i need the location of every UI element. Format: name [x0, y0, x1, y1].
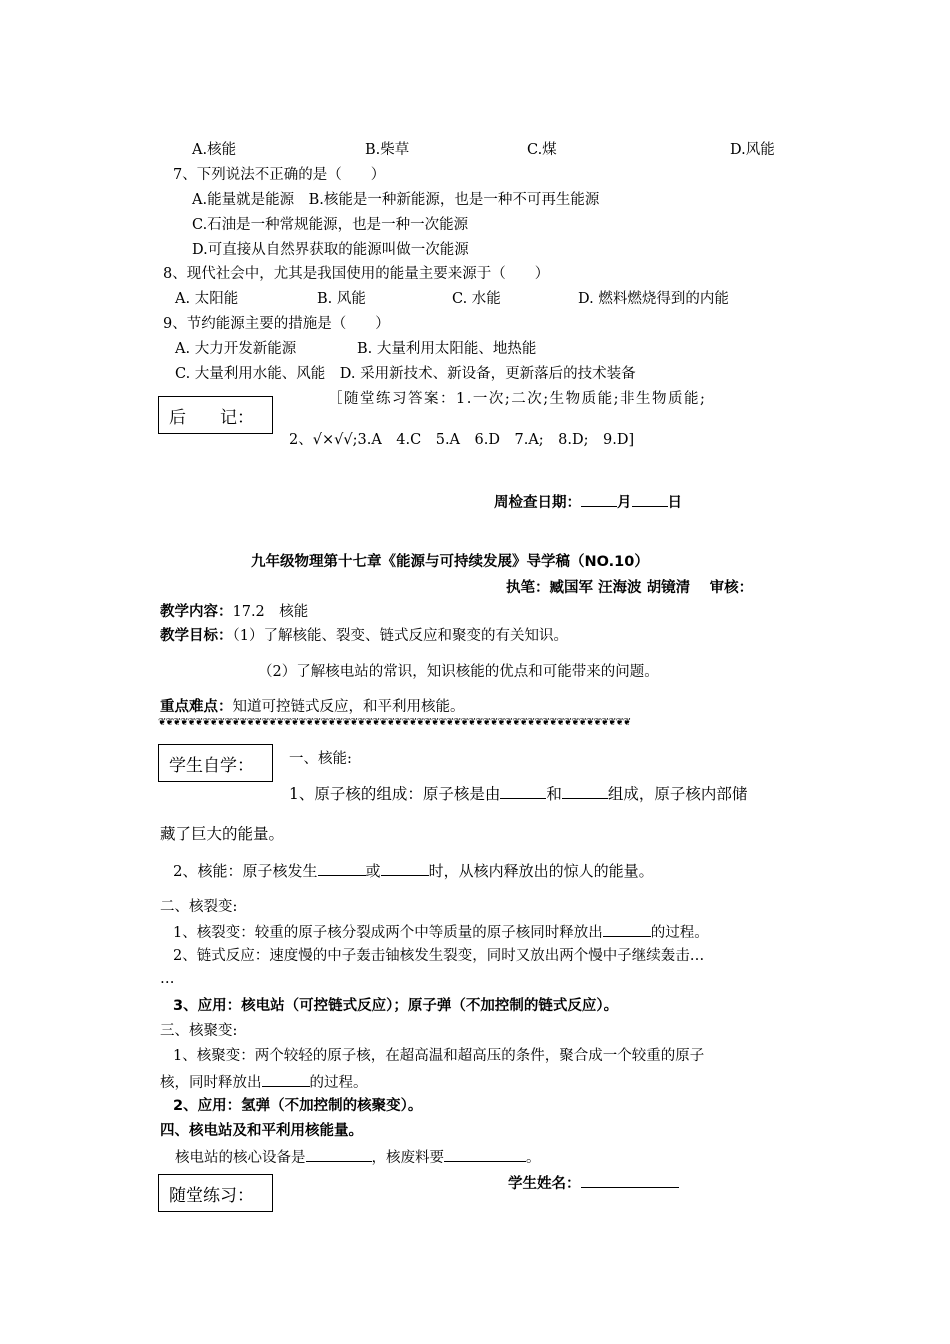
- teaching-content-label: 教学内容：: [160, 604, 233, 620]
- q9-options-line2: C. 大量利用水能、风能 D. 采用新技术、新设备，更新落后的技术装备: [175, 366, 636, 382]
- section1-item1-text-c: 组成，原子核内部储: [607, 785, 748, 803]
- q8-option-c: C. 水能: [452, 291, 501, 307]
- page-title: 九年级物理第十七章《能源与可持续发展》导学稿（NO.10）: [251, 554, 649, 570]
- q7-options-line3: D.可直接从自然界获取的能源叫做一次能源: [192, 242, 469, 258]
- q9-option-a: A. 大力开发新能源: [175, 341, 297, 357]
- weekly-check-day: 日: [667, 495, 682, 511]
- postscript-box: [158, 396, 273, 434]
- student-name: [508, 1173, 679, 1193]
- section2-item1-text-a: 1、核裂变：较重的原子核分裂成两个中等质量的原子核同时释放出: [173, 925, 603, 941]
- weekly-check-date: [494, 492, 682, 512]
- q8-option-b: B. 风能: [317, 291, 366, 307]
- answers-line2: 2、√×√√;3.A 4.C 5.A 6.D 7.A; 8.D; 9.D]: [289, 432, 635, 448]
- section4-item1: [175, 1147, 541, 1167]
- teaching-goals: [160, 627, 568, 645]
- section1-item1: [289, 784, 747, 803]
- q8-option-d: D. 燃料燃烧得到的内能: [578, 291, 729, 307]
- section2-item2-continued: …: [160, 971, 175, 987]
- teaching-content-value: 17.2 核能: [232, 604, 309, 620]
- decorative-divider: ❦❦❦❦❦❦❦❦❦❦❦❦❦❦❦❦❦❦❦❦❦❦❦❦❦❦❦❦❦❦❦❦❦❦❦❦❦❦❦❦❦❦❦❦❦❦❦❦❦❦❦❦❦❦❦❦❦❦❦❦❦❦❦❦: [158, 717, 631, 728]
- q8-option-a: A. 太阳能: [175, 291, 239, 307]
- self-study-box: [158, 744, 273, 782]
- section1-item2: [173, 861, 654, 880]
- section3-item2: 2、应用：氢弹（不加控制的核聚变）。: [173, 1098, 423, 1114]
- weekly-check-label: 周检查日期：: [494, 495, 581, 511]
- q8-stem: 8、现代社会中，尤其是我国使用的能量主要来源于（ ）: [163, 266, 550, 282]
- section2-item1-text-b: 的过程。: [650, 925, 709, 941]
- teaching-content: [160, 603, 308, 621]
- teaching-goal-2: （2）了解核电站的常识，知识核能的优点和可能带来的问题。: [258, 664, 659, 680]
- section2-heading: 二、核裂变:: [160, 899, 238, 915]
- section1-item1-text-b: 和: [546, 785, 562, 803]
- section3-item1-continued: [160, 1072, 368, 1092]
- q7-options-line1: A.能量就是能源 B.核能是一种新能源，也是一种不可再生能源: [192, 192, 600, 208]
- practice-label: 随堂练习：: [169, 1185, 254, 1206]
- section3-item1-text-b: 的过程。: [309, 1075, 368, 1091]
- q6-option-b: B.柴草: [365, 142, 410, 158]
- q9-stem: 9、节约能源主要的措施是（ ）: [163, 316, 390, 332]
- section2-item3: 3、应用：核电站（可控链式反应）；原子弹（不加控制的链式反应）。: [173, 998, 619, 1014]
- section4-item1-text-c: 。: [526, 1150, 541, 1166]
- q9-option-b: B. 大量利用太阳能、地热能: [357, 341, 537, 357]
- section1-item2-text-a: 2、核能：原子核发生: [173, 862, 318, 880]
- key-points-label: 重点难点：: [160, 699, 233, 715]
- q6-option-a: A.核能: [192, 142, 237, 158]
- answers-line1: ［随堂练习答案：1.一次;二次;生物质能;非生物质能;: [328, 391, 707, 407]
- section1-item1-text-a: 1、原子核的组成：原子核是由: [289, 785, 501, 803]
- section4-item1-text-a: 核电站的核心设备是: [175, 1150, 306, 1166]
- q6-option-c: C.煤: [527, 142, 557, 158]
- section3-item1: 1、核聚变：两个较轻的原子核，在超高温和超高压的条件，聚合成一个较重的原子: [173, 1048, 705, 1064]
- section1-heading: 一、核能:: [289, 751, 352, 767]
- section4-heading: 四、核电站及和平利用核能量。: [160, 1123, 363, 1139]
- key-points: [160, 698, 465, 716]
- section3-item1-text-a: 核，同时释放出: [160, 1075, 262, 1091]
- section4-item1-text-b: ，核废料要: [371, 1150, 444, 1166]
- q7-options-line2: C.石油是一种常规能源，也是一种一次能源: [192, 217, 469, 233]
- self-study-label: 学生自学：: [169, 755, 254, 776]
- weekly-check-month: 月: [617, 495, 632, 511]
- section2-item2: 2、链式反应：速度慢的中子轰击铀核发生裂变，同时又放出两个慢中子继续轰击…: [173, 948, 705, 964]
- section3-heading: 三、核聚变:: [160, 1023, 238, 1039]
- section1-item2-text-b: 或: [365, 862, 381, 880]
- section2-item1: [173, 922, 709, 942]
- student-name-field[interactable]: [581, 1173, 679, 1188]
- teaching-goals-label: 教学目标：: [160, 628, 233, 644]
- q6-option-d: D.风能: [730, 142, 775, 158]
- key-points-value: 知道可控链式反应，和平利用核能。: [232, 699, 465, 715]
- practice-box: [158, 1174, 273, 1212]
- student-name-label: 学生姓名：: [508, 1176, 581, 1192]
- authors-line: 执笔：臧国军 汪海波 胡镜清 审核：: [506, 580, 754, 596]
- teaching-goal-1: （1）了解核能、裂变、链式反应和聚变的有关知识。: [232, 628, 568, 644]
- postscript-label: 后 记：: [169, 407, 254, 428]
- section1-item1-continued: 藏了巨大的能量。: [160, 825, 285, 843]
- q7-stem: 7、下列说法不正确的是（ ）: [173, 167, 386, 183]
- section1-item2-text-c: 时，从核内释放出的惊人的能量。: [428, 862, 654, 880]
